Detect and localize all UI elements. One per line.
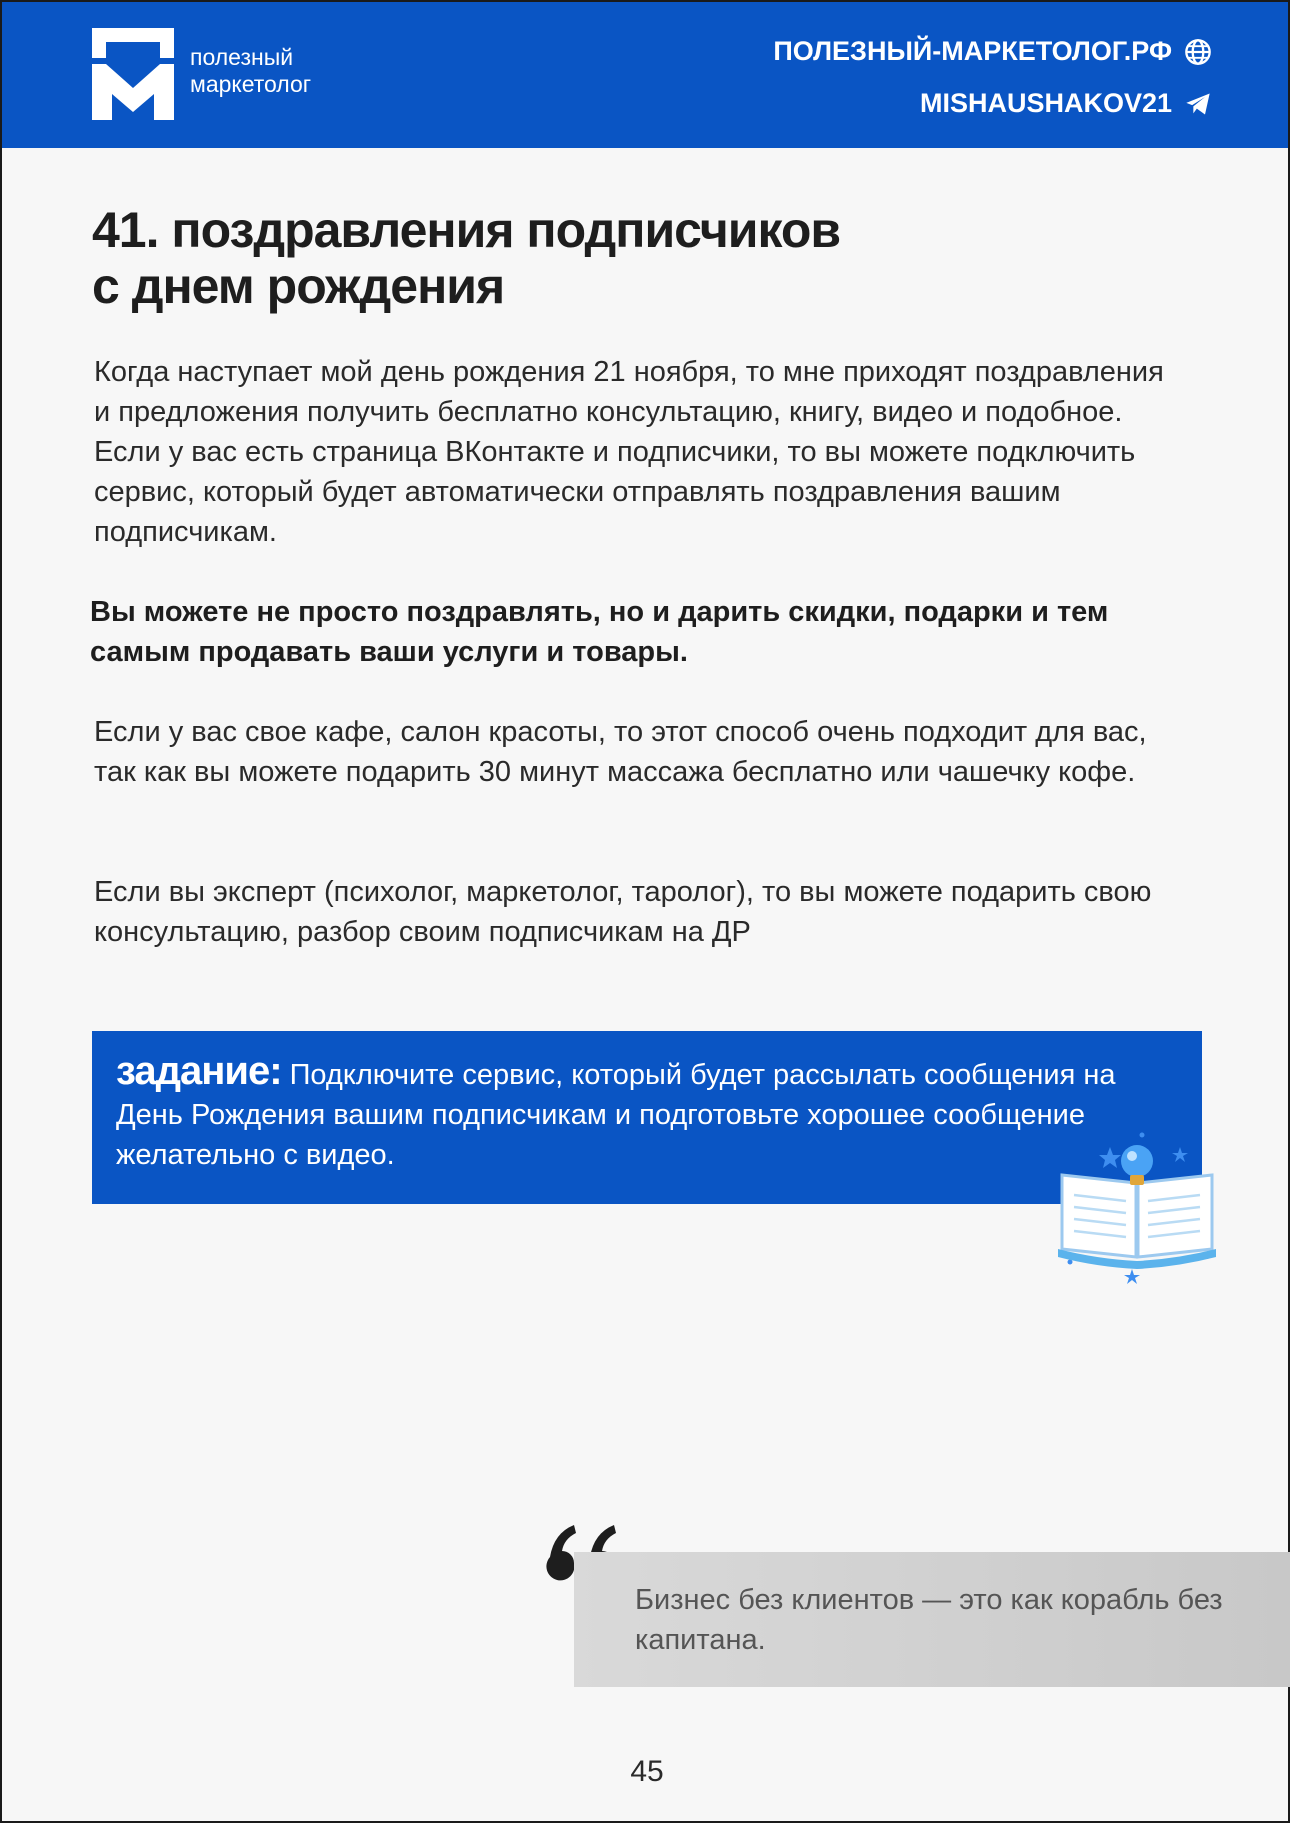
paragraph-intro: Когда наступает мой день рождения 21 ноября, то мне приходят поздравления и предложения получить бесплатно консультацию, книгу, видео и подобное. Если у вас есть страница ВКонтакте и подписчики, то вы можете подключить сервис, который будет автоматически отправлять поздравления вашим подписчикам. <box>94 356 1164 548</box>
site-link-text: ПОЛЕЗНЫЙ-МАРКЕТОЛОГ.РФ <box>773 36 1172 66</box>
logo-line-1: полезный <box>190 44 294 70</box>
logo-icon <box>92 28 174 120</box>
task-box <box>92 1031 1202 1204</box>
task-text: Подключите сервис, который будет рассылать сообщения на День Рождения вашим подписчикам и подготовьте хорошее сообщение желательно с видео. <box>116 1059 1116 1171</box>
telegram-icon <box>1184 90 1212 118</box>
paragraph-highlight: Вы можете не просто поздравлять, но и дарить скидки, подарки и тем самым продавать ваши услуги и товары. <box>90 596 1109 668</box>
page-title <box>92 202 992 314</box>
logo-text <box>190 44 311 98</box>
paragraph-cafe: Если у вас свое кафе, салон красоты, то этот способ очень подходит для вас, так как вы можете подарить 30 минут массажа бесплатно или чашечку кофе. <box>94 716 1147 788</box>
telegram-link-text: MISHAUSHAKOV21 <box>919 88 1172 118</box>
paragraph-expert: Если вы эксперт (психолог, маркетолог, таролог), то вы можете подарить свою консультацию, разбор своим подписчикам на ДР <box>94 876 1152 948</box>
quote-text: Бизнес без клиентов — это как корабль без капитана. <box>635 1584 1223 1656</box>
task-label: задание: <box>116 1049 282 1093</box>
site-link[interactable] <box>773 36 1212 67</box>
globe-icon <box>1184 38 1212 66</box>
page-title-line-2: с днем рождения <box>92 258 505 314</box>
page-title-line-1: 41. поздравления подписчиков <box>92 202 841 258</box>
page-number: 45 <box>630 1755 664 1788</box>
logo-line-2: маркетолог <box>190 71 312 97</box>
telegram-link[interactable] <box>920 88 1212 119</box>
header-bar <box>2 2 1288 148</box>
book-lightbulb-icon <box>1052 1127 1222 1287</box>
